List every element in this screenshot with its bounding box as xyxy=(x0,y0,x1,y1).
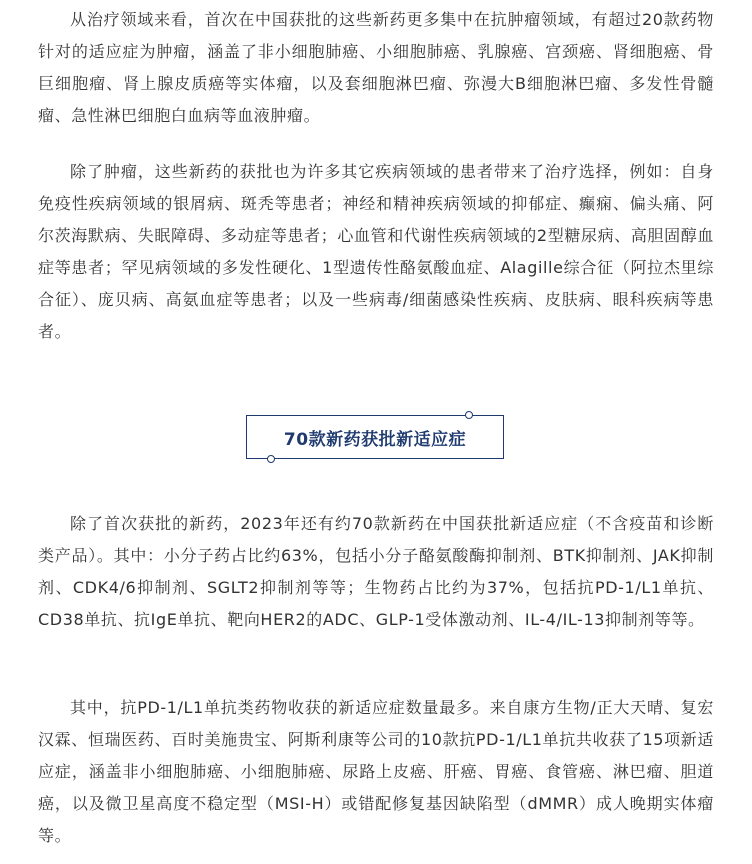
heading-decor-circle-icon xyxy=(267,455,275,463)
section-heading: 70款新药获批新适应症 xyxy=(283,429,467,450)
paragraph-therapeutic-areas: 从治疗领域来看，首次在中国获批的这些新药更多集中在抗肿瘤领域，有超过20款药物针对的适应症为肿瘤，涵盖了非小细胞肺癌、小细胞肺癌、乳腺癌、宫颈癌、肾细胞癌、骨巨细胞瘤、肾上腺皮质癌等实体瘤，以及套细胞淋巴瘤、弥漫大B细胞淋巴瘤、多发性骨髓瘤、急性淋巴细胞白血病等血液肿瘤。 xyxy=(38,10,714,125)
paragraph-other-diseases: 除了肿瘤，这些新药的获批也为许多其它疾病领域的患者带来了治疗选择，例如：自身免疫性疾病领域的银屑病、斑秃等患者；神经和精神疾病领域的抑郁症、癫痫、偏头痛、阿尔茨海默病、失眠障碍、多动症等患者；心血管和代谢性疾病领域的2型糖尿病、高胆固醇血症等患者；罕见病领域的多发性硬化、1型遗传性酪氨酸血症、Alagille综合征（阿拉杰里综合征）、庞贝病、高氨血症等患者；以及一些病毒/细菌感染性疾病、皮肤病、眼科疾病等患者。 xyxy=(38,162,714,341)
heading-decor-circle-icon xyxy=(465,411,473,419)
paragraph-pd1-antibodies: 其中，抗PD-1/L1单抗类药物收获的新适应症数量最多。来自康方生物/正大天晴、复宏汉霖、恒瑞医药、百时美施贵宝、阿斯利康等公司的10款抗PD-1/L1单抗共收获了15项新适应症，涵盖非小细胞肺癌、小细胞肺癌、尿路上皮癌、肝癌、胃癌、食管癌、淋巴瘤、胆道癌，以及微卫星高度不稳定型（MSI-H）或错配修复基因缺陷型（dMMR）成人晚期实体瘤等。 xyxy=(38,698,714,845)
section-heading-box xyxy=(246,415,504,459)
paragraph-new-indications: 除了首次获批的新药，2023年还有约70款新药在中国获批新适应症（不含疫苗和诊断类产品）。其中：小分子药占比约63%，包括小分子酪氨酸酶抑制剂、BTK抑制剂、JAK抑制剂、CDK4/6抑制剂、SGLT2抑制剂等等；生物药占比约为37%，包括抗PD-1/L1单抗、CD38单抗、抗IgE单抗、靶向HER2的ADC、GLP-1受体激动剂、IL-4/IL-13抑制剂等等。 xyxy=(38,514,714,629)
